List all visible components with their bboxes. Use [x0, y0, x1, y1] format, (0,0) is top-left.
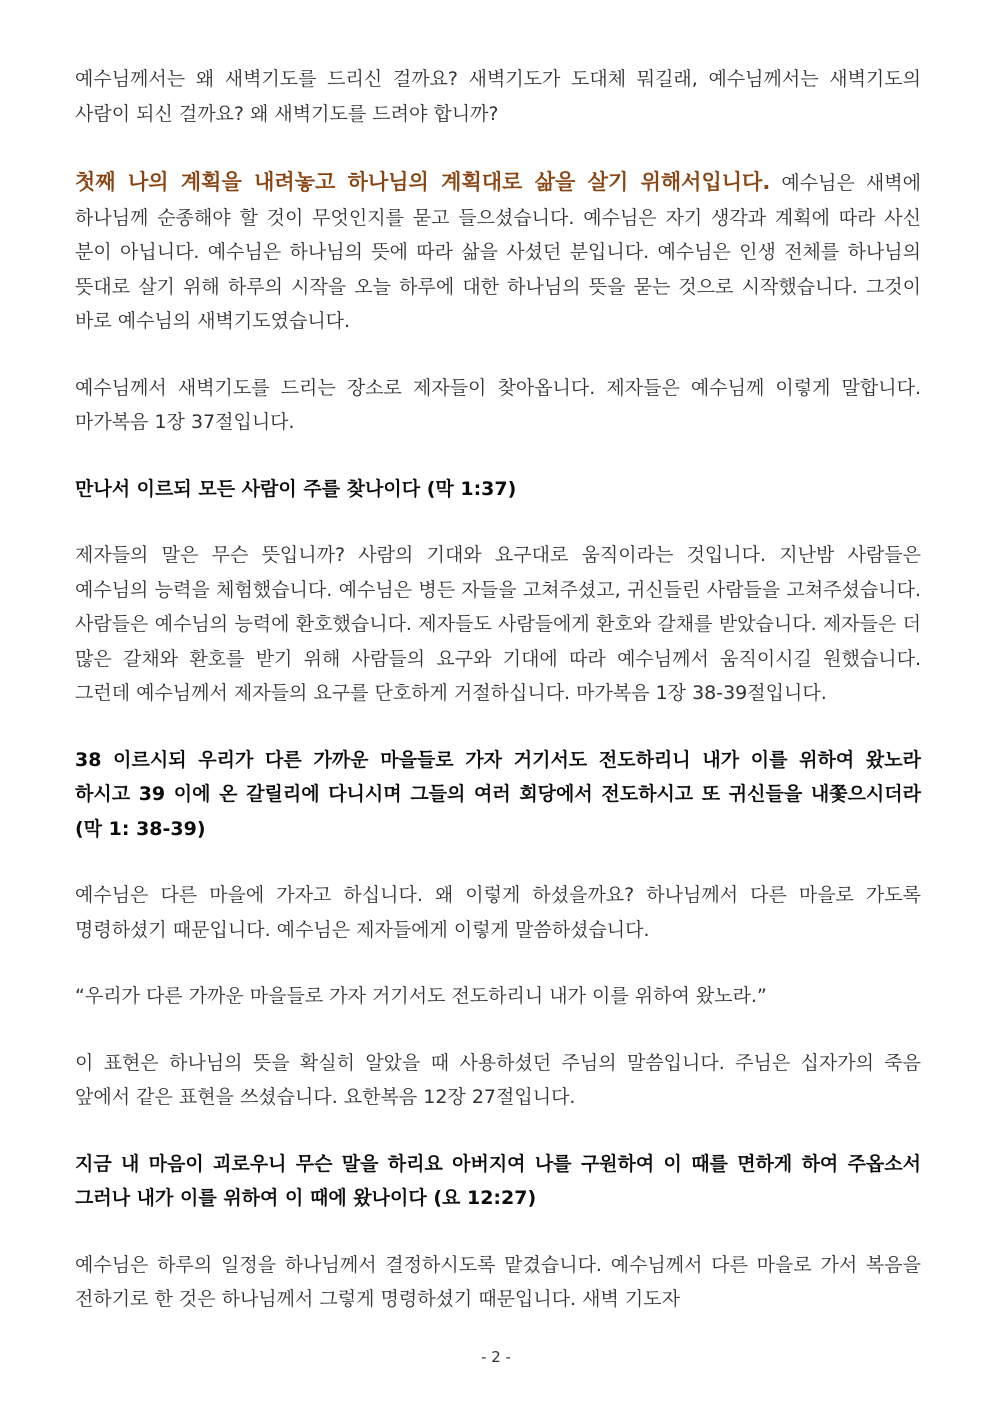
scripture-quote-john-12-27: 지금 내 마음이 괴로우니 무슨 말을 하리요 아버지여 나를 구원하여 이 때를 면하게 하여 주옵소서 그러나 내가 이를 위하여 이 때에 왔나이다 (요 12:27)	[75, 1152, 921, 1209]
scripture-quote-mark-1-38-39: 38 이르시되 우리가 다른 가까운 마을들로 가자 거기서도 전도하리니 내가 이를 위하여 왔노라 하시고 39 이에 온 갈릴리에 다니시며 그들의 여러 회당에서 전도하시고 또 귀신들을 내쫓으시더라 (막 1: 38-39)	[75, 748, 921, 840]
disciples-meaning-paragraph: 제자들의 말은 무슨 뜻입니까? 사람의 기대와 요구대로 움직이라는 것입니다. 지난밤 사람들은 예수님의 능력을 체험했습니다. 예수님은 병든 자들을 고쳐주셨고, 귀신들린 사람들을 고쳐주셨습니다. 사람들은 예수님의 능력에 환호했습니다. 제자들도 사람들에게 환호와 갈채를 받았습니다. 제자들은 더 많은 갈채와 환호를 받기 위해 사람들의 요구와 기대에 따라 예수님께서 움직이시길 원했습니다. 그런데 예수님께서 제자들의 요구를 단호하게 거절하십니다. 마가복음 1장 38-39절입니다.	[75, 544, 921, 704]
other-village-paragraph: 예수님은 다른 마을에 가자고 하십니다. 왜 이렇게 하셨을까요? 하나님께서 다른 마을로 가도록 명령하셨기 때문입니다. 예수님은 제자들에게 이렇게 말씀하셨습니다.	[75, 884, 921, 941]
first-point-body: 예수님은 새벽에 하나님께 순종해야 할 것이 무엇인지를 묻고 들으셨습니다. 예수님은 자기 생각과 계획에 따라 사신 분이 아닙니다. 예수님은 하나님의 뜻에 따라 삶을 사셨던 분입니다. 예수님은 인생 전체를 하나님의 뜻대로 살기 위해 하루의 시작을 오늘 하루에 대한 하나님의 뜻을 묻는 것으로 시작했습니다. 그것이 바로 예수님의 새벽기도였습니다.	[75, 172, 921, 332]
daily-schedule-paragraph: 예수님은 하루의 일정을 하나님께서 결정하시도록 맡겼습니다. 예수님께서 다른 마을로 가서 복음을 전하기로 한 것은 하나님께서 그렇게 명령하셨기 때문입니다. 새벽 기도자	[75, 1253, 921, 1310]
jesus-saying-quote: “우리가 다른 가까운 마을들로 가자 거기서도 전도하리니 내가 이를 위하여 왔노라.”	[75, 985, 767, 1007]
expression-paragraph: 이 표현은 하나님의 뜻을 확실히 알았을 때 사용하셨던 주님의 말씀입니다. 주님은 십자가의 죽음 앞에서 같은 표현을 쓰셨습니다. 요한복음 12장 27절입니다.	[75, 1051, 921, 1108]
intro-paragraph: 예수님께서는 왜 새벽기도를 드리신 걸까요? 새벽기도가 도대체 뭐길래, 예수님께서는 새벽기도의 사람이 되신 걸까요? 왜 새벽기도를 드려야 합니까?	[75, 68, 921, 125]
disciples-visit-paragraph: 예수님께서 새벽기도를 드리는 장소로 제자들이 찾아옵니다. 제자들은 예수님께 이렇게 말합니다. 마가복음 1장 37절입니다.	[75, 376, 921, 433]
document-page	[75, 62, 921, 1317]
page-number: - 2 -	[481, 1348, 511, 1366]
first-point-paragraph	[75, 165, 921, 339]
first-point-heading: 첫째 나의 계획을 내려놓고 하나님의 계획대로 삶을 살기 위해서입니다.	[75, 170, 771, 194]
scripture-quote-mark-1-37: 만나서 이르되 모든 사람이 주를 찾나이다 (막 1:37)	[75, 477, 517, 500]
